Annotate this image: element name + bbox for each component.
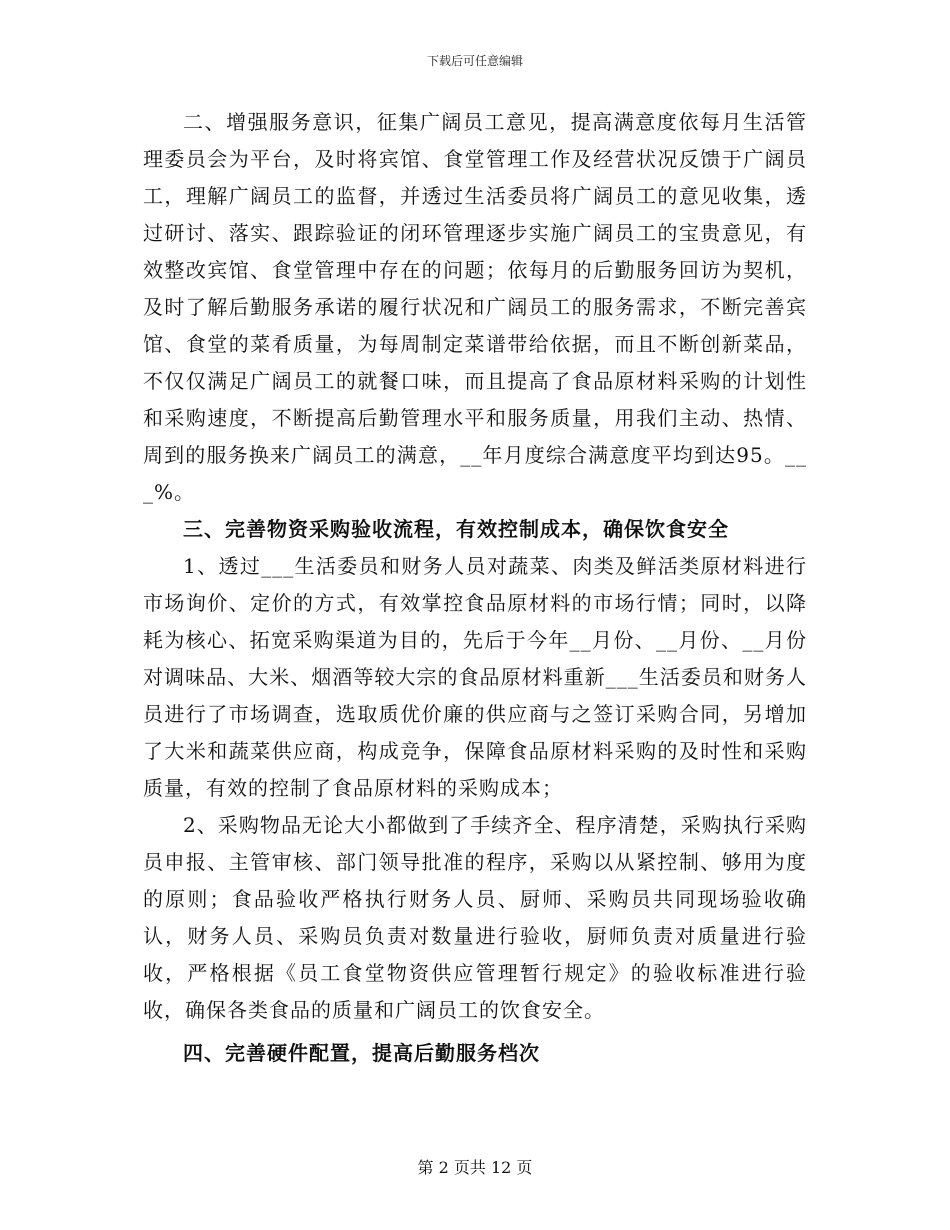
page-header: 下载后可任意编辑 [426, 54, 523, 68]
section-heading-4: 四、完善硬件配置，提高后勤服务档次 [183, 1041, 540, 1065]
paragraph-market-inquiry: 1、透过___生活委员和财务人员对蔬菜、肉类及鲜活类原材料进行市场询价、定价的方式，有效掌控食品原材料的市场行情；同时，以降耗为核心、拓宽采购渠道为目的，先后于今年__月份、__月份、__月份对调味品、大米、烟酒等较大宗的食品原材料重新___生活委员和财务人员进行了市场调查，选取质优价廉的供应商与之签订采购合同，另增加了大米和蔬菜供应商，构成竞争，保障食品原材料采购的及时性和采购质量，有效的控制了食品原材料的采购成本； [143, 554, 807, 800]
page-footer: 第 2 页共 12 页 [417, 1158, 533, 1177]
paragraph-procurement-procedure: 2、采购物品无论大小都做到了手续齐全、程序清楚，采购执行采购员申报、主管审核、部门领导批准的程序，采购以从紧控制、够用为度的原则；食品验收严格执行财务人员、厨师、采购员共同现场验收确认，财务人员、采购员负责对数量进行验收，厨师负责对质量进行验收，严格根据《员工食堂物资供应管理暂行规定》的验收标准进行验收，确保各类食品的质量和广阔员工的饮食安全。 [143, 813, 807, 1022]
section-heading-3: 三、完善物资采购验收流程，有效控制成本，确保饮食安全 [183, 517, 729, 541]
paragraph-service-awareness: 二、增强服务意识，征集广阔员工意见，提高满意度依每月生活管理委员会为平台，及时将宾馆、食堂管理工作及经营状况反馈于广阔员工，理解广阔员工的监督，并透过生活委员将广阔员工的意见收集，透过研讨、落实、跟踪验证的闭环管理逐步实施广阔员工的宝贵意见，有效整改宾馆、食堂管理中存在的问题；依每月的后勤服务回访为契机，及时了解后勤服务承诺的履行状况和广阔员工的服务需求，不断完善宾馆、食堂的菜肴质量，为每周制定菜谱带给依据，而且不断创新菜品，不仅仅满足广阔员工的就餐口味，而且提高了食品原材料采购的计划性和采购速度，不断提高后勤管理水平和服务质量，用我们主动、热情、周到的服务换来广阔员工的满意，__年月度综合满意度平均到达95。___%。 [143, 110, 807, 504]
document-body [143, 104, 807, 1072]
